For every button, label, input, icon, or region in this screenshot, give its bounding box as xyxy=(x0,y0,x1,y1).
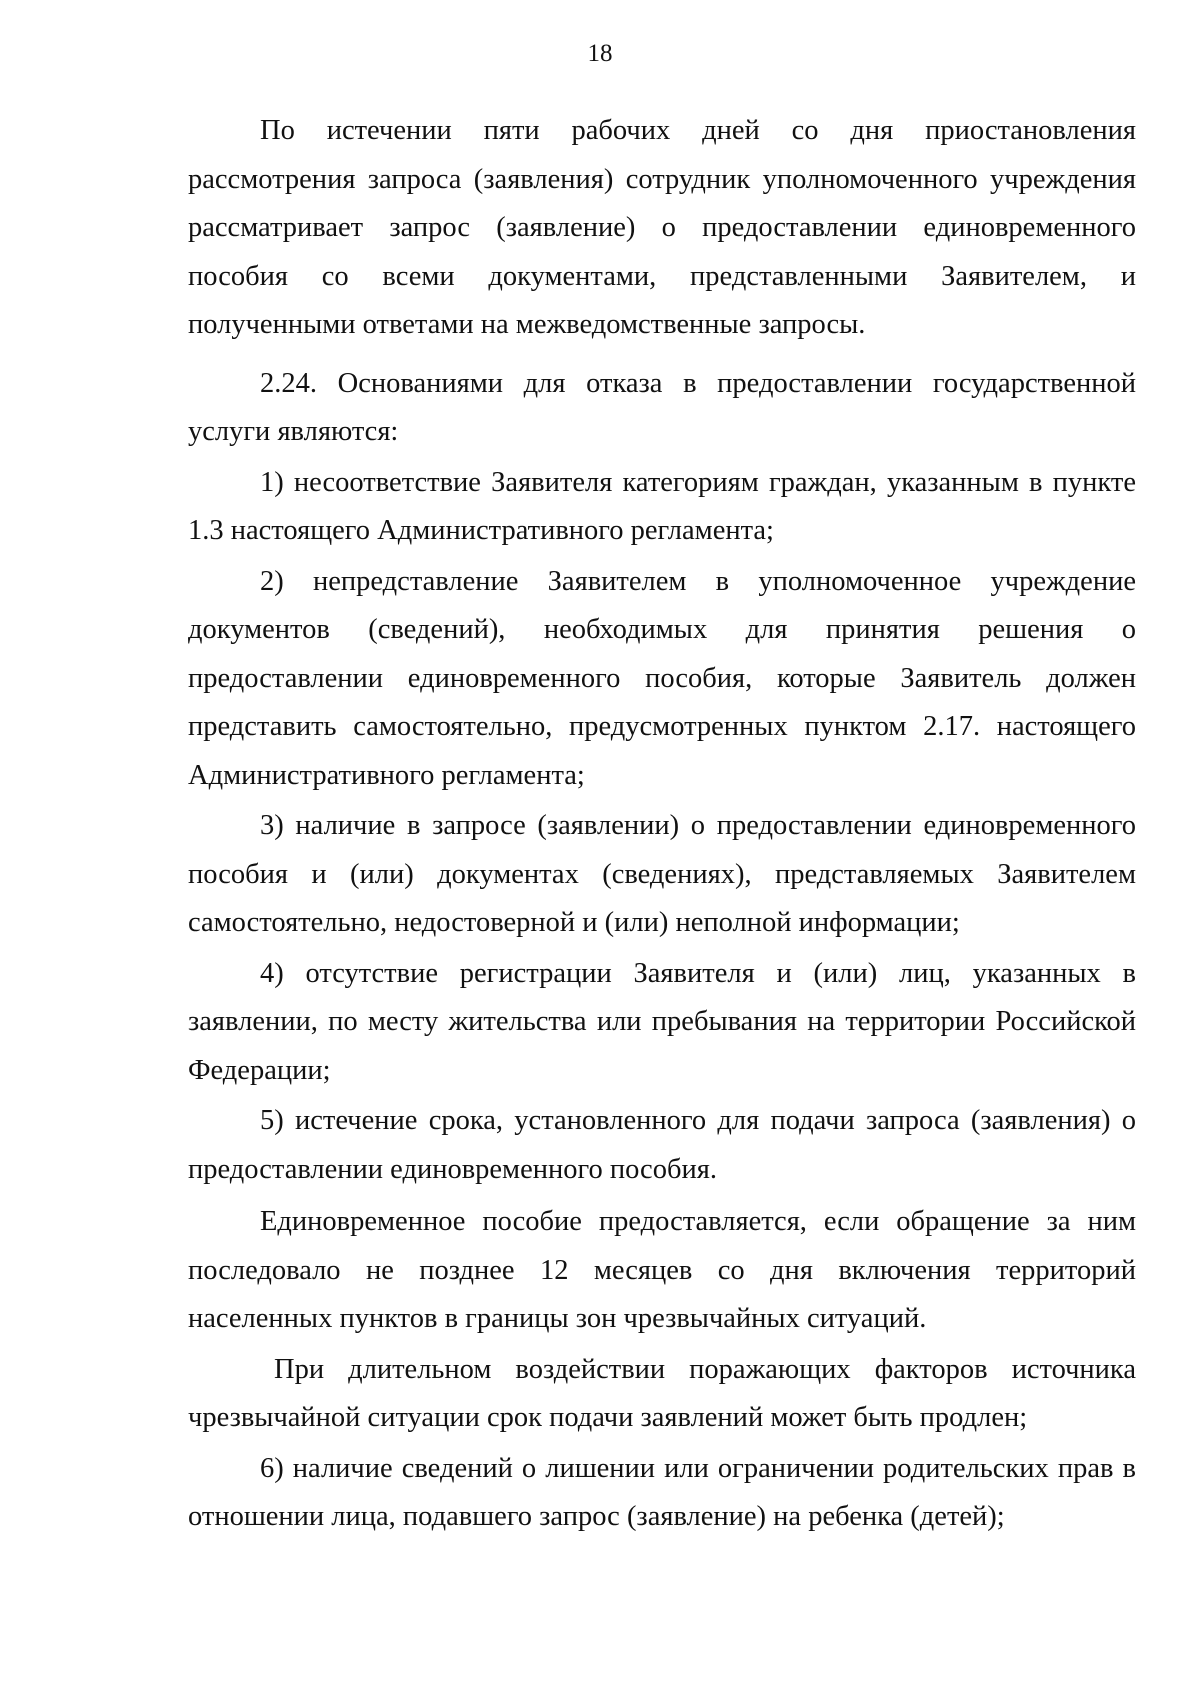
paragraph-ground-5: 5) истечение срока, установленного для подачи запроса (заявления) о предоставлении единовременного пособия. xyxy=(188,1105,1136,1185)
paragraph-ground-6: 6) наличие сведений о лишении или ограничении родительских прав в отношении лица, подавшего запрос (заявление) на ребенка (детей); xyxy=(188,1452,1136,1532)
paragraph-ground-3: 3) наличие в запросе (заявлении) о предоставлении единовременного пособия и (или) документах (сведениях), представляемых Заявителем самостоятельно, недостоверной и (или) неполной информации; xyxy=(188,810,1136,938)
paragraph-lump-sum-deadline: Единовременное пособие предоставляется, если обращение за ним последовало не позднее 12 месяцев со дня включения территорий населенных пунктов в границы зон чрезвычайных ситуаций. xyxy=(188,1206,1136,1334)
paragraph-ground-4: 4) отсутствие регистрации Заявителя и (или) лиц, указанных в заявлении, по месту жительства или пребывания на территории Российской Федерации; xyxy=(188,957,1136,1086)
paragraph-review-after-suspension: По истечении пяти рабочих дней со дня приостановления рассмотрения запроса (заявления) сотрудник уполномоченного учреждения рассматривает запрос (заявление) о предоставлении единовременного пособия со всеми документами, представленными Заявителем, и полученными ответами на межведомственные запросы. xyxy=(188,115,1136,340)
document-body xyxy=(188,107,1136,1542)
paragraph-ground-2: 2) непредставление Заявителем в уполномоченное учреждение документов (сведений), необходимых для принятия решения о предоставлении единовременного пособия, которые Заявитель должен представить самостоятельно, предусмотренных пунктом 2.17. настоящего Административного регламента; xyxy=(188,565,1136,791)
paragraph-deadline-extension: При длительном воздействии поражающих факторов источника чрезвычайной ситуации срок подачи заявлений может быть продлен; xyxy=(188,1353,1136,1433)
paragraph-2-24-refusal-grounds: 2.24. Основаниями для отказа в предоставлении государственной услуги являются: xyxy=(188,367,1136,447)
page-number: 18 xyxy=(587,40,613,67)
paragraph-ground-1: 1) несоответствие Заявителя категориям граждан, указанным в пункте 1.3 настоящего Административного регламента; xyxy=(188,466,1136,546)
